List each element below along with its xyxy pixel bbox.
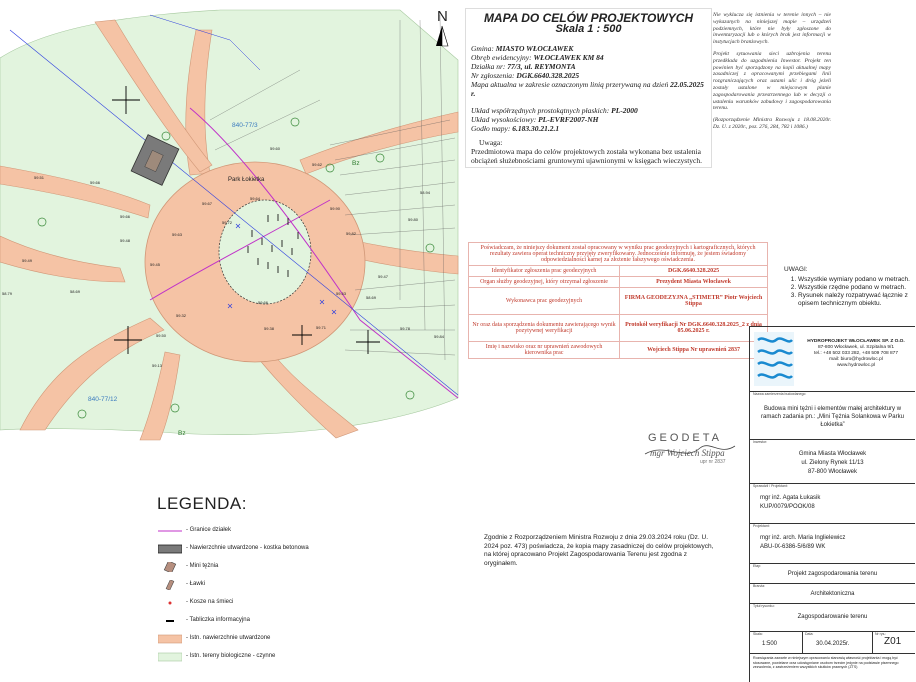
info-sign-icon [158,616,182,626]
park-label: Park Łokietka [228,177,265,183]
hydroprojekt-logo-icon [754,332,794,386]
title-block [749,326,915,682]
designer-box: Projektant: mgr inż. arch. Maria Inglielewicz ABU-IX-6386-5/6/89 WK [750,523,915,564]
investor-box: Inwestor: Gmina Miasta Włocławek ul. Zielony Rynek 11/13 87-800 Włocławek [750,439,915,484]
aktualna-date: 22.05.2025 r. [471,80,704,98]
verification-table [468,242,768,359]
legend-title: LEGENDA: [157,494,247,513]
table-row: Identyfikator zgłoszenia prac geodezyjnych DGK.6640.328.2025 [469,266,768,277]
list-item: 2. Wszystkie rzędne podano w metrach. [798,284,914,292]
list-item: 3. Rysunek należy rozpatrywać łącznie z opisem technicznym obiektu. [798,292,914,308]
zgloszenie-value: DGK.6640.328.2025 [516,71,580,80]
existing-paving-icon [158,634,182,644]
obreb-value: WŁOCŁAWEK KM 84 [533,53,604,62]
legend-item: - Granice działek [140,524,440,538]
footer-box: Rozwiązania zawarte w niniejszym opracowaniu stanowią własność projektanta i mogą być stosowane, powielane oraz udostępniane osobom trzecim jedynie na podstawie pisemnego zezwolenia, z zastrzeżeniem wszystkich skutków prawnych (ZTS) [753,656,899,670]
bz-label-2: Bz [178,430,186,437]
dzialka-value: 77/3, ul. REYMONTA [507,62,576,71]
legend-item: - Ławki [140,578,440,592]
branch-box: Branża: Architektoniczna [750,583,915,604]
company-box: HYDROPROJEKT WŁOCŁAWEK SP. Z O.O. 87-800 Włocławek, ul. Szpitalna 9/1 tel.: +48 502 033 282, +48 509 708 877 mail: biuro@hydrowloc.pl www.hydrowloc.pl [750,327,915,392]
uwaga-text: Przedmiotowa mapa do celów projektowych została wykonana bez ustalenia obciążeń służebnościami gruntowymi ujawnionymi w księgach wieczystych. [471,147,702,165]
drawing-title-box: Tytuł rysunku: Zagospodarowanie terenu [750,603,915,632]
legend-item: - Istn. tereny biologiczne - czynne [140,650,440,664]
parcel-label-b: 840-77/12 [88,396,118,403]
spot-heights: 59.51 59.66 59.66 58.69 58.79 59.48 59.72 59.82 59.90 59.62 59.67 59.64 59.45 59.32 59.38 59.71 59.53 59.47 58.69 59.80 59.78 59.84 58.94 59.13 59.50 59.63 59.60 59.66 59.49 [2,146,445,368]
verification-statement: Poświadczam, że niniejszy dokument został opracowany w wyniku prac geodezyjnych i kartograficznych, których rezultaty zawiera operat techniczny przyjęty zweryfikowany. Jednocześnie informuję, że jestem świadomy odpowiedzialności karnej za złożenie fałszywego oświadczenia. [469,243,768,266]
map-title: MAPA DO CELÓW PROJEKTOWYCH [483,11,694,25]
uwaga-label: Uwaga: [479,138,503,147]
legend [140,494,440,659]
legend-item: - Nawierzchnie utwardzone - kostka betonowa [140,542,440,556]
project-box: Nazwa zamierzenia budowlanego: Budowa mini tężni i elementów małej architektury w ramach zadania pn.: „Mini Tężnia Solankowa w Parku Łokietka” [750,391,915,440]
scale-date-box: Skala: 1:500 Data: 30.04.2025r. Nr rys.: Z01 [750,631,915,654]
checker-box: Sprawdził / Projektant: mgr inż. Agata Łukasik KUP/0079/POOK/08 [750,483,915,524]
concrete-paving-icon [158,544,182,554]
parcel-label-a: 840-77/3 [232,122,258,129]
stage-box: Etap: Projekt zagospodarowania terenu [750,563,915,584]
table-row: Nr oraz data sporządzenia dokumentu zawierającego wynik pozytywnej weryfikacji Protokół weryfikacji Nr DGK.6640.328.2025_2 z dnia 05.06.2025 r. [469,315,768,342]
green-area-icon [158,652,182,662]
bench-icon [158,580,182,590]
mini-graduation-tower-icon [158,562,182,572]
geodeta-stamp: GEODETA mgr Wojciech Stippa upr nr 2837 [640,432,740,472]
legend-item: - Istn. nawierzchnie utwardzone [140,632,440,646]
table-row: Organ służby geodezyjnej, który otrzymał zgłoszenie Prezydent Miasta Włocławek [469,277,768,288]
parcel-boundary-icon [158,526,182,536]
signature-icon [640,434,740,472]
map-header: MAPA DO CELÓW PROJEKTOWYCH Skala 1 : 500 Gmina: MIASTO WŁOCŁAWEK Obręb ewidencyjny: WŁOCŁAWEK KM 84 Działka nr: 77/3, ul. REYMONTA Nr zgłoszenia: DGK.6640.328.2025 Mapa aktualna w zakresie oznaczonym linią przerywaną na dzień 22.05.2025 r. Układ współrzędnych prostokątnych płaskich: PL-2000 Układ wysokościowy: PL-EVRF2007-NH Godło mapy: 6.183.30.21.2.1 Uwaga: Przedmiotowa mapa do celów projektowych została wykonana bez ustalenia obciążeń służebnościami gruntowymi ujawnionymi w księgach wieczystych. [465,8,712,168]
bz-label: Bz [352,160,360,167]
legend-item: - Mini tężnia [140,560,440,574]
conformity-statement: Zgodnie z Rozporządzeniem Ministra Rozwoju z dnia 29.03.2024 roku (Dz. U. 2024 poz. 473) poświadcza, że kopia mapy zasadniczej do celów projektowych, na której opracowano Projekt Zagospodarowania Terenu jest zgodna z oryginałem. [484,534,714,567]
table-row: Wykonawca prac geodezyjnych FIRMA GEODEZYJNA „STIMETR” Piotr Wojciech Stippa [469,288,768,315]
list-item: 1. Wszystkie wymiary podano w metrach. [798,276,914,284]
uwagi-notes: UWAGI: 1. Wszystkie wymiary podano w metrach. 2. Wszystkie rzędne podano w metrach. 3. Rysunek należy rozpatrywać łącznie z opisem technicznym obiektu. [784,266,914,308]
trash-bin-icon [158,598,182,608]
legend-item: - Tabliczka informacyjna [140,614,440,628]
legend-item: - Kosze na śmieci [140,596,440,610]
side-note: Nie wyklucza się istnienia w terenie innych – nie wykazanych na niniejszej mapie – urządzeń podziemnych, które nie były zgłoszone do inwentaryzacji lub o których brak jest informacji w instytucjach branżowych. Projekt sytuowania sieci uzbrojenia terenu przedkłada do uzgodnienia Inwestor. Projekt ten powinien być sporządzony na kopii aktualnej mapy zasadniczej z opracowanymi przebiegami linii rozgraniczających oraz ustami ulic i dróg jeżeli zostały ustalone w miejscowym planie zagospodarowania przestrzennego lub w decyzji o ustaleniu warunków zabudowy i zagospodarowania terenu. (Rozporządzenie Ministra Rozwoju z 18.08.2020r. Dz. U. z 2020r., poz. 276, 284, 782 i 1086.) [713,12,831,130]
north-label: N [437,8,448,25]
table-row: Imię i nazwisko oraz nr uprawnień zawodowych kierownika prac Wojciech Stippa Nr uprawnień 2837 [469,342,768,359]
map-scale: Skala 1 : 500 [555,23,622,35]
gmina-value: MIASTO WŁOCŁAWEK [495,44,574,53]
